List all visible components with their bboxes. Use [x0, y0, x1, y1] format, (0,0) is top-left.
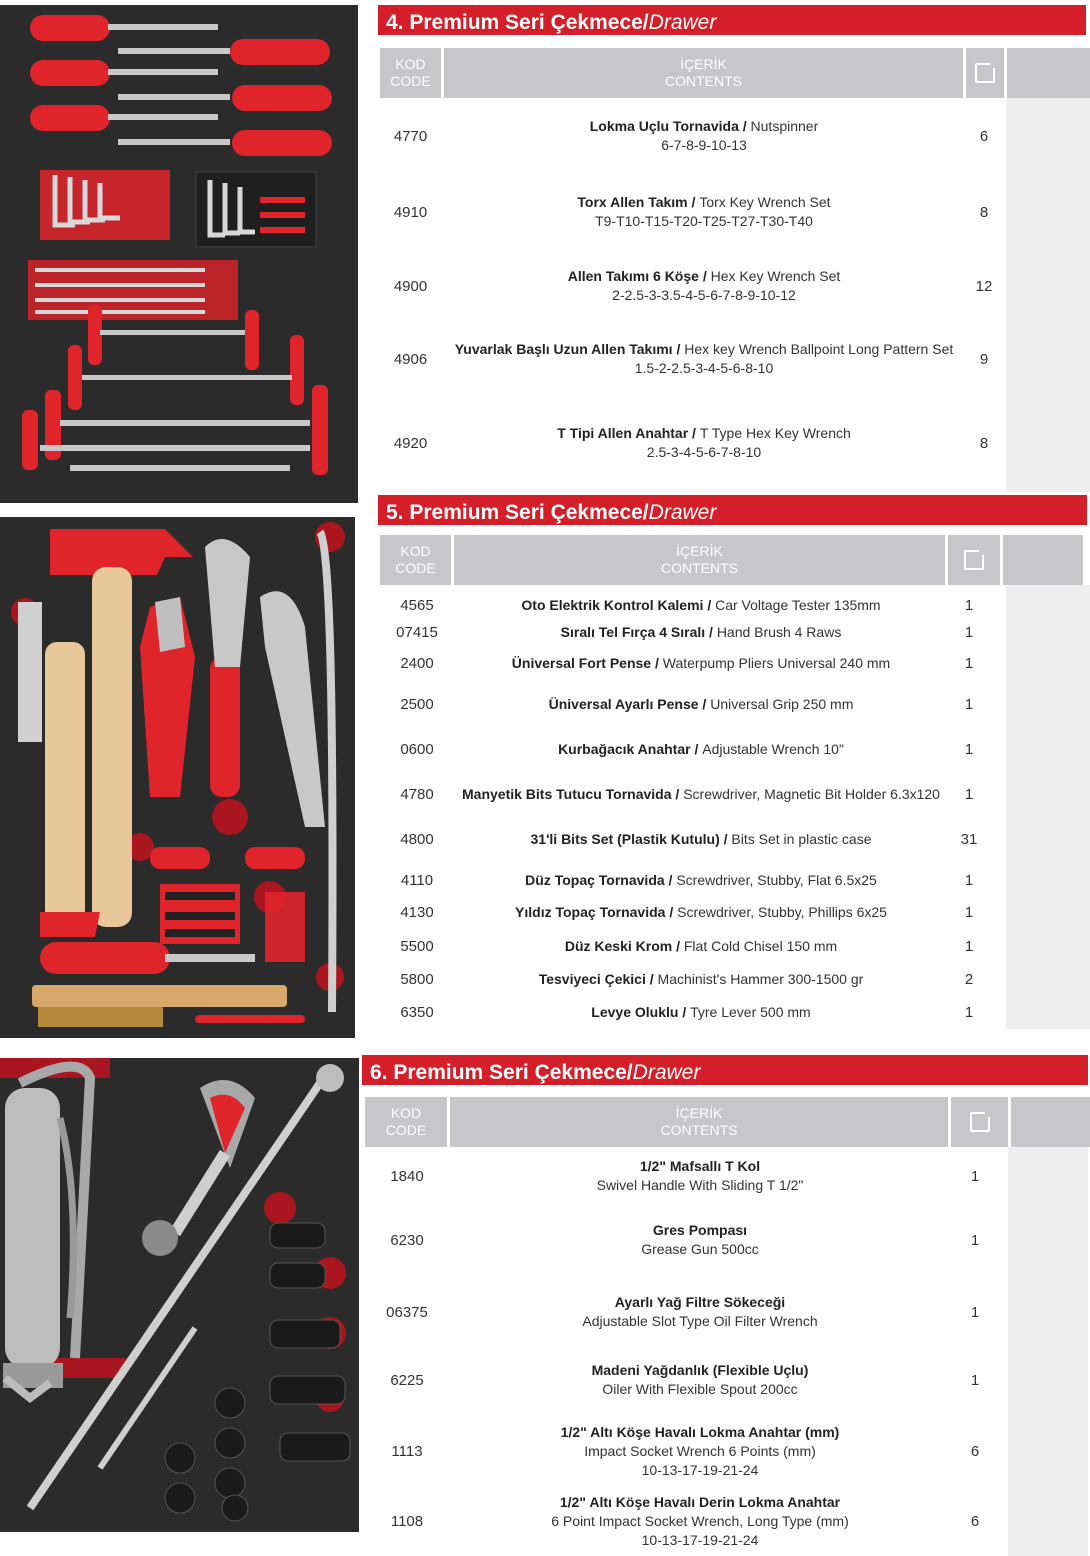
table-row	[378, 740, 992, 759]
item-code: 0600	[400, 741, 434, 758]
item-quantity: 1	[964, 872, 974, 889]
item-quantity: 1	[970, 1167, 980, 1185]
item-contents: Üniversal Fort Pense / Waterpump Pliers Universal 240 mm	[511, 655, 891, 671]
item-code: 4800	[400, 831, 434, 848]
header-code: KOD CODE	[365, 1097, 447, 1147]
table-row	[378, 193, 1003, 231]
item-quantity: 1	[970, 1231, 980, 1249]
table-row	[362, 1221, 1002, 1259]
item-code: 4910	[393, 203, 428, 221]
table-row	[362, 1293, 1002, 1331]
item-quantity: 1	[964, 696, 974, 713]
item-quantity: 1	[964, 938, 974, 955]
drawer-4-tools-illustration	[0, 5, 358, 503]
item-code: 4780	[400, 786, 434, 803]
item-quantity: 6	[979, 127, 989, 145]
item-code: 1113	[391, 1443, 423, 1460]
item-code: 07415	[396, 624, 438, 641]
header-extra	[1007, 48, 1090, 98]
header-quantity	[948, 535, 1000, 585]
item-code: 5500	[400, 938, 434, 955]
item-code: 06375	[386, 1303, 428, 1321]
item-quantity: 1	[964, 624, 974, 641]
item-quantity: 1	[964, 741, 974, 758]
item-contents: Ayarlı Yağ Filtre Sökeceği Adjustable Slot Type Oil Filter Wrench	[582, 1294, 818, 1329]
item-code: 4565	[400, 597, 434, 614]
item-contents: Yuvarlak Başlı Uzun Allen Takımı / Hex key Wrench Ballpoint Long Pattern Set 1.5-2-2.5-3-4-5-6-8-10	[454, 341, 954, 376]
item-contents: Manyetik Bits Tutucu Tornavida / Screwdriver, Magnetic Bit Holder 6.3x120	[462, 786, 940, 802]
item-quantity: 1	[964, 786, 974, 803]
box-icon	[975, 63, 995, 83]
item-contents: Tesviyeci Çekici / Machinist's Hammer 300-1500 gr	[538, 971, 864, 987]
table-row	[378, 695, 992, 714]
table-header	[380, 535, 1083, 585]
item-quantity: 9	[979, 350, 989, 368]
drawer-6-photo	[0, 1058, 359, 1532]
header-contents: İÇERİK CONTENTS	[454, 535, 945, 585]
table-row	[362, 1423, 1002, 1480]
item-code: 4900	[393, 277, 428, 295]
box-icon	[964, 550, 984, 570]
item-contents: Gres Pompası Grease Gun 500cc	[641, 1222, 759, 1257]
drawer-6-section	[362, 1055, 1090, 1556]
item-contents: Allen Takımı 6 Köşe / Hex Key Wrench Set 2-2.5-3-3.5-4-5-6-7-8-9-10-12	[567, 268, 841, 303]
drawer-5-section	[378, 495, 1090, 1030]
item-code: 1108	[390, 1513, 424, 1530]
item-quantity: 8	[979, 434, 989, 452]
section-title	[362, 1055, 1088, 1085]
item-contents: Kurbağacık Anahtar / Adjustable Wrench 10"	[558, 741, 844, 757]
item-quantity: 6	[970, 1443, 980, 1460]
item-contents: Madeni Yağdanlık (Flexible Uçlu) Oiler With Flexible Spout 200cc	[591, 1362, 809, 1397]
box-icon	[970, 1112, 990, 1132]
item-contents: Yıldız Topaç Tornavida / Screwdriver, Stubby, Phillips 6x25	[515, 904, 887, 920]
table-row	[378, 596, 992, 615]
item-contents: 1/2" Altı Köşe Havalı Lokma Anahtar (mm) Impact Socket Wrench 6 Points (mm) 10-13-17-19-21-24	[560, 1424, 840, 1478]
table-row	[362, 1157, 1002, 1195]
item-quantity: 8	[979, 203, 989, 221]
header-code: KOD CODE	[380, 48, 441, 98]
table-row	[378, 871, 992, 890]
item-code: 6225	[390, 1371, 424, 1389]
table-row	[362, 1493, 1002, 1550]
item-code: 1840	[390, 1167, 424, 1185]
table-row	[362, 1361, 1002, 1399]
header-contents: İÇERİK CONTENTS	[444, 48, 963, 98]
section-title-suffix: Drawer	[632, 1061, 701, 1084]
drawer-5-tools-illustration	[0, 517, 355, 1038]
section-title	[378, 495, 1087, 525]
item-contents: Levye Oluklu / Tyre Lever 500 mm	[591, 1004, 811, 1020]
drawer-4-photo	[0, 5, 358, 503]
section-title-suffix: Drawer	[648, 501, 717, 524]
item-quantity: 2	[964, 971, 974, 988]
table-row	[378, 340, 1003, 378]
item-contents: Düz Topaç Tornavida / Screwdriver, Stubby, Flat 6.5x25	[525, 872, 877, 888]
section-title	[378, 5, 1086, 35]
item-code: 6230	[390, 1231, 424, 1249]
header-contents: İÇERİK CONTENTS	[450, 1097, 948, 1147]
section-title-main: 4. Premium Seri Çekmece/	[386, 11, 649, 34]
table-row	[378, 424, 1003, 462]
item-code: 2400	[400, 655, 434, 672]
item-quantity: 1	[970, 1303, 980, 1321]
item-quantity: 6	[970, 1513, 980, 1530]
item-quantity: 1	[970, 1371, 980, 1389]
item-code: 2500	[400, 696, 434, 713]
drawer-6-tools-illustration	[0, 1058, 359, 1532]
side-band	[1006, 98, 1090, 492]
section-title-main: 5. Premium Seri Çekmece/	[386, 501, 649, 524]
header-quantity	[966, 48, 1004, 98]
section-title-suffix: Drawer	[648, 11, 717, 34]
table-row	[378, 937, 992, 956]
drawer-5-photo	[0, 517, 355, 1038]
item-quantity: 31	[960, 831, 978, 848]
item-contents: Torx Allen Takım / Torx Key Wrench Set T9-T10-T15-T20-T25-T27-T30-T40	[577, 194, 831, 229]
table-row	[378, 830, 992, 849]
item-contents: 1/2" Altı Köşe Havalı Derin Lokma Anahtar 6 Point Impact Socket Wrench, Long Type (mm) 10-13-17-19-21-24	[551, 1494, 849, 1548]
item-quantity: 12	[975, 277, 993, 295]
table-row	[378, 623, 992, 642]
table-row	[378, 903, 992, 922]
item-contents: 1/2" Mafsallı T Kol Swivel Handle With Sliding T 1/2"	[596, 1158, 804, 1193]
item-code: 5800	[400, 971, 434, 988]
item-contents: Lokma Uçlu Tornavida / Nutspinner 6-7-8-9-10-13	[589, 118, 819, 153]
item-contents: T Tipi Allen Anahtar / T Type Hex Key Wrench 2.5-3-4-5-6-7-8-10	[557, 425, 851, 460]
table-header	[380, 48, 1090, 98]
table-row	[378, 654, 992, 673]
header-extra	[1011, 1097, 1090, 1147]
item-code: 4110	[400, 872, 434, 889]
side-band	[1008, 1147, 1088, 1556]
table-row	[378, 1003, 992, 1022]
header-quantity	[951, 1097, 1008, 1147]
table-row	[378, 785, 992, 804]
item-contents: 31'li Bits Set (Plastik Kutulu) / Bits Set in plastic case	[530, 831, 872, 847]
table-row	[378, 970, 992, 989]
item-quantity: 1	[964, 597, 974, 614]
item-contents: Oto Elektrik Kontrol Kalemi / Car Voltage Tester 135mm	[521, 597, 881, 613]
section-title-main: 6. Premium Seri Çekmece/	[370, 1061, 633, 1084]
header-extra	[1003, 535, 1083, 585]
item-code: 4130	[400, 904, 434, 921]
item-quantity: 1	[964, 655, 974, 672]
item-quantity: 1	[964, 1004, 974, 1021]
item-code: 4920	[393, 434, 428, 452]
side-band	[1006, 585, 1090, 1029]
item-contents: Sıralı Tel Fırça 4 Sıralı / Hand Brush 4 Raws	[560, 624, 842, 640]
item-code: 4770	[393, 127, 428, 145]
item-contents: Düz Keski Krom / Flat Cold Chisel 150 mm	[564, 938, 838, 954]
item-contents: Üniversal Ayarlı Pense / Universal Grip 250 mm	[548, 696, 854, 712]
item-code: 4906	[393, 350, 428, 368]
item-code: 6350	[400, 1004, 434, 1021]
item-quantity: 1	[964, 904, 974, 921]
table-header	[365, 1097, 1090, 1147]
header-code: KOD CODE	[380, 535, 451, 585]
drawer-4-section	[378, 5, 1090, 493]
table-row	[378, 267, 1003, 305]
table-row	[378, 117, 1003, 155]
